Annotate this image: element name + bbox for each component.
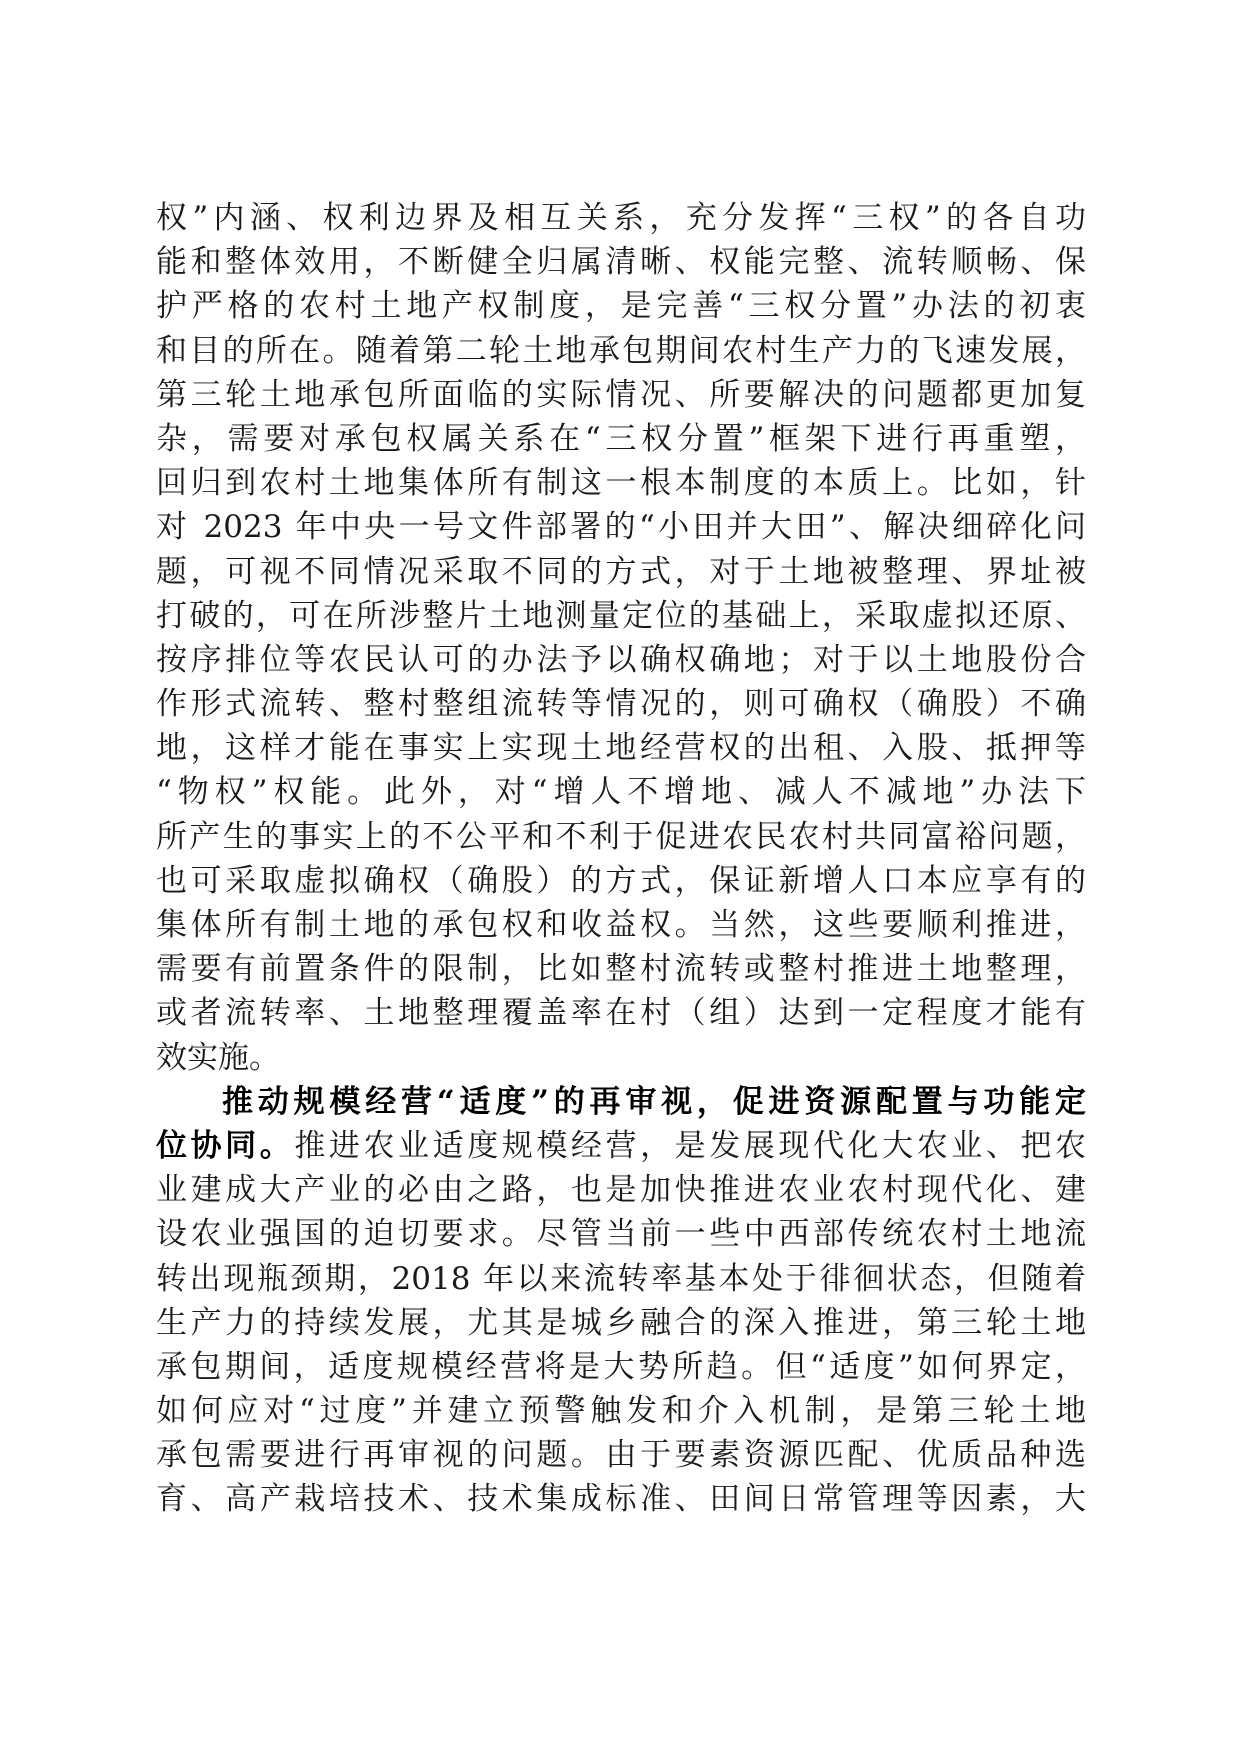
text-line: 生产力的持续发展，尤其是城乡融合的深入推进，第三轮土地 [156, 1304, 1086, 1341]
text-line: 或者流转率、土地整理覆盖率在村（组）达到一定程度才能有 [156, 995, 1086, 1032]
text-line-rest: 推进农业适度规模经营，是发展现代化大农业、把农 [294, 1127, 1087, 1164]
text-line: 和目的所在。随着第二轮土地承包期间农村生产力的飞速发展， [156, 332, 1086, 369]
text-line: 杂，需要对承包权属关系在“三权分置”框架下进行再重塑， [156, 420, 1086, 457]
text-line: 设农业强国的迫切要求。尽管当前一些中西部传统农村土地流 [156, 1216, 1086, 1253]
text-line: 效实施。 [156, 1039, 280, 1076]
text-line: 对 2023 年中央一号文件部署的“小田并大田”、解决细碎化问 [156, 509, 1086, 546]
text-line: 地，这样才能在事实上实现土地经营权的出租、入股、抵押等 [156, 730, 1086, 767]
text-line: 题，可视不同情况采取不同的方式，对于土地被整理、界址被 [156, 553, 1086, 590]
text-line: 育、高产栽培技术、技术集成标准、田间日常管理等因素，大 [156, 1481, 1086, 1518]
text-line: 需要有前置条件的限制，比如整村流转或整村推进土地整理， [156, 951, 1086, 988]
text-line: 业建成大产业的必由之路，也是加快推进农业农村现代化、建 [156, 1172, 1086, 1209]
paragraph-scale-operation [156, 1080, 1086, 1522]
text-line: 承包期间，适度规模经营将是大势所趋。但“适度”如何界定， [156, 1348, 1086, 1385]
body-text [156, 196, 1086, 1522]
text-line [156, 1124, 1086, 1168]
text-line: 第三轮土地承包所面临的实际情况、所要解决的问题都更加复 [156, 376, 1086, 413]
text-line: 回归到农村土地集体所有制这一根本制度的本质上。比如，针 [156, 465, 1086, 502]
text-line: 权”内涵、权利边界及相互关系，充分发挥“三权”的各自功 [156, 200, 1086, 236]
paragraph-land-rights [156, 196, 1086, 1080]
text-line: 打破的，可在所涉整片土地测量定位的基础上，采取虚拟还原、 [156, 597, 1086, 634]
section-heading: 推动规模经营“适度”的再审视，促进资源配置与功能定 [222, 1083, 1086, 1120]
text-line: 作形式流转、整村整组流转等情况的，则可确权（确股）不确 [156, 686, 1086, 723]
section-heading-end: 位协同。 [156, 1127, 295, 1164]
text-line: 承包需要进行再审视的问题。由于要素资源匹配、优质品种选 [156, 1437, 1086, 1474]
text-line: 集体所有制土地的承包权和收益权。当然，这些要顺利推进， [156, 907, 1086, 943]
text-line: 也可采取虚拟确权（确股）的方式，保证新增人口本应享有的 [156, 862, 1086, 899]
text-line: 按序排位等农民认可的办法予以确权确地；对于以土地股份合 [156, 641, 1086, 678]
text-line: 护严格的农村土地产权制度，是完善“三权分置”办法的初衷 [156, 288, 1086, 325]
text-line: 转出现瓶颈期，2018 年以来流转率基本处于徘徊状态，但随着 [156, 1260, 1086, 1297]
text-line: 所产生的事实上的不公平和不利于促进农民农村共同富裕问题， [156, 818, 1086, 855]
text-line: “物权”权能。此外，对“增人不增地、减人不减地”办法下 [156, 774, 1086, 811]
text-line: 如何应对“过度”并建立预警触发和介入机制，是第三轮土地 [156, 1393, 1086, 1430]
text-line: 能和整体效用，不断健全归属清晰、权能完整、流转顺畅、保 [156, 244, 1086, 281]
